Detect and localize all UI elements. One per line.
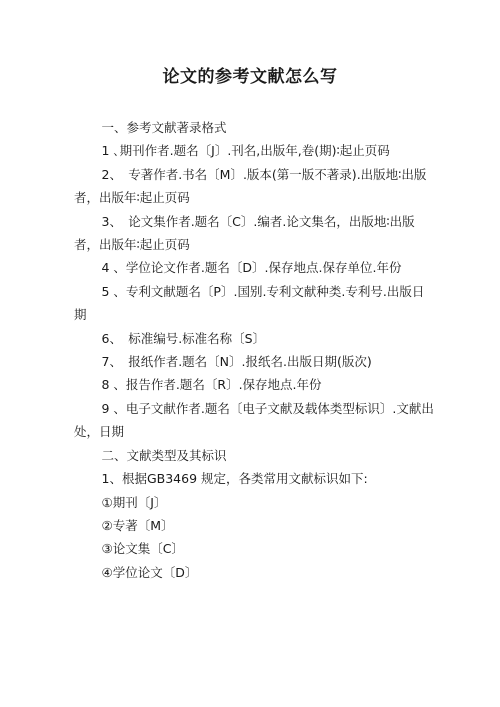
paragraph: ②专著〔M〕 (101, 517, 174, 533)
paragraph: 一、参考文献著录格式 (101, 120, 227, 135)
paragraph: 9 、电子文献作者.题名〔电子文献及载体类型标识〕.文献出处，日期 (74, 400, 434, 440)
paragraph: ③论文集〔C〕 (101, 541, 184, 557)
paragraph: 3、 论文集作者.题名〔C〕.编者.论文集名，出版地∶出版者，出版年∶起止页码 (74, 213, 415, 253)
paragraph: 7、 报纸作者.题名〔N〕.报纸名.出版日期(版次) (101, 354, 372, 370)
paragraph: 二、文献类型及其标识 (101, 447, 227, 463)
paragraph: 1、根据GB3469 规定，各类常用文献标识如下: (101, 471, 368, 487)
document-body (74, 116, 434, 584)
page-title: 论文的参考文献怎么写 (162, 67, 338, 87)
paragraph: 1 ､期刊作者.题名〔J〕.刊名,出版年,卷(期)∶起止页码 (101, 143, 390, 159)
paragraph: 4 、学位论文作者.题名〔D〕.保存地点.保存单位.年份 (101, 260, 402, 276)
paragraph: 5 、专利文献题名〔P〕.国别.专利文献种类.专利号.出版日期 (74, 283, 425, 323)
paragraph: ④学位论文〔D〕 (101, 564, 198, 580)
paragraph: 8 、报告作者.题名〔R〕.保存地点.年份 (101, 377, 322, 393)
paragraph: 6、 标准编号.标准名称〔S〕 (101, 330, 266, 346)
paragraph: 2、 专著作者.书名〔M〕.版本(第一版不著录).出版地∶出版者，出版年∶起止页码 (74, 166, 427, 206)
paragraph: ①期刊〔J〕 (101, 494, 167, 510)
